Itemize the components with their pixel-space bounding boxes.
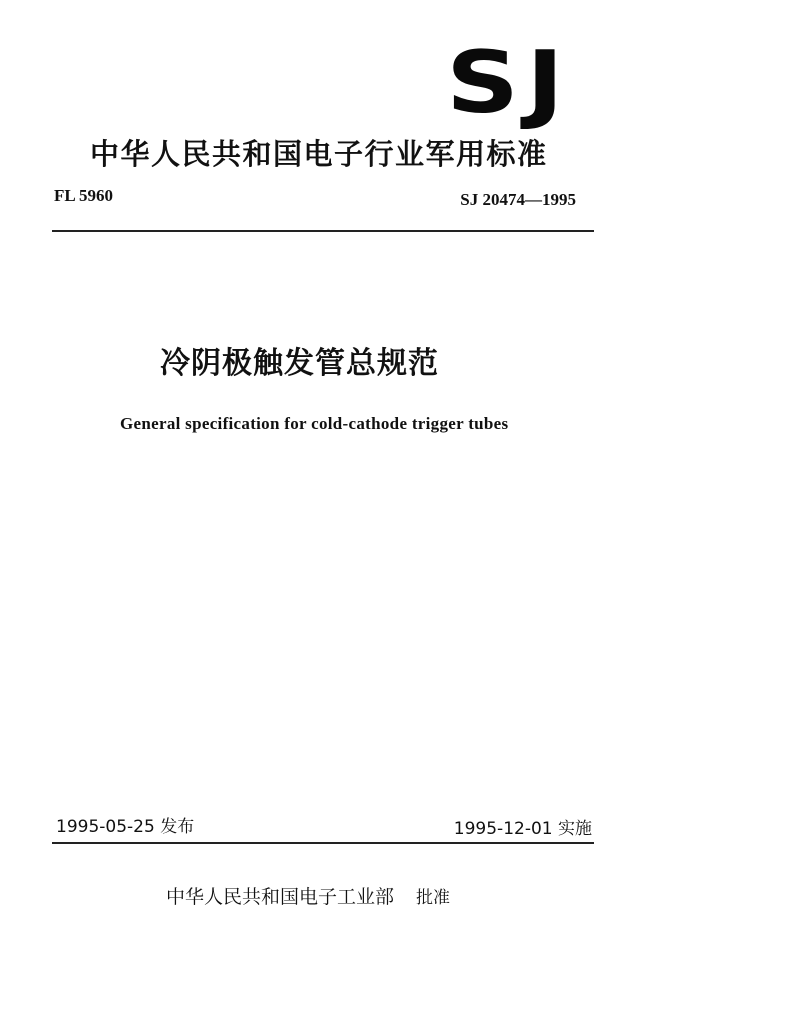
approval-action: 批准 — [416, 888, 451, 908]
standard-number: SJ 20474—1995 — [460, 190, 576, 209]
approval-line — [166, 882, 450, 909]
approving-authority: 中华人民共和国电子工业部 — [166, 886, 395, 908]
implementation-date: 1995-12-01 实施 — [453, 819, 592, 839]
footer-divider — [52, 842, 594, 844]
document-title-english: General specification for cold-cathode trigger tubes — [120, 414, 509, 433]
sj-logo: SJ — [446, 33, 572, 133]
series-title: 中华人民共和国电子行业军用标准 — [90, 137, 548, 171]
document-title-chinese: 冷阴极触发管总规范 — [160, 346, 439, 381]
issue-date: 1995-05-25 发布 — [56, 817, 195, 837]
classification-code: FL 5960 — [54, 186, 114, 205]
header-divider — [52, 230, 594, 232]
